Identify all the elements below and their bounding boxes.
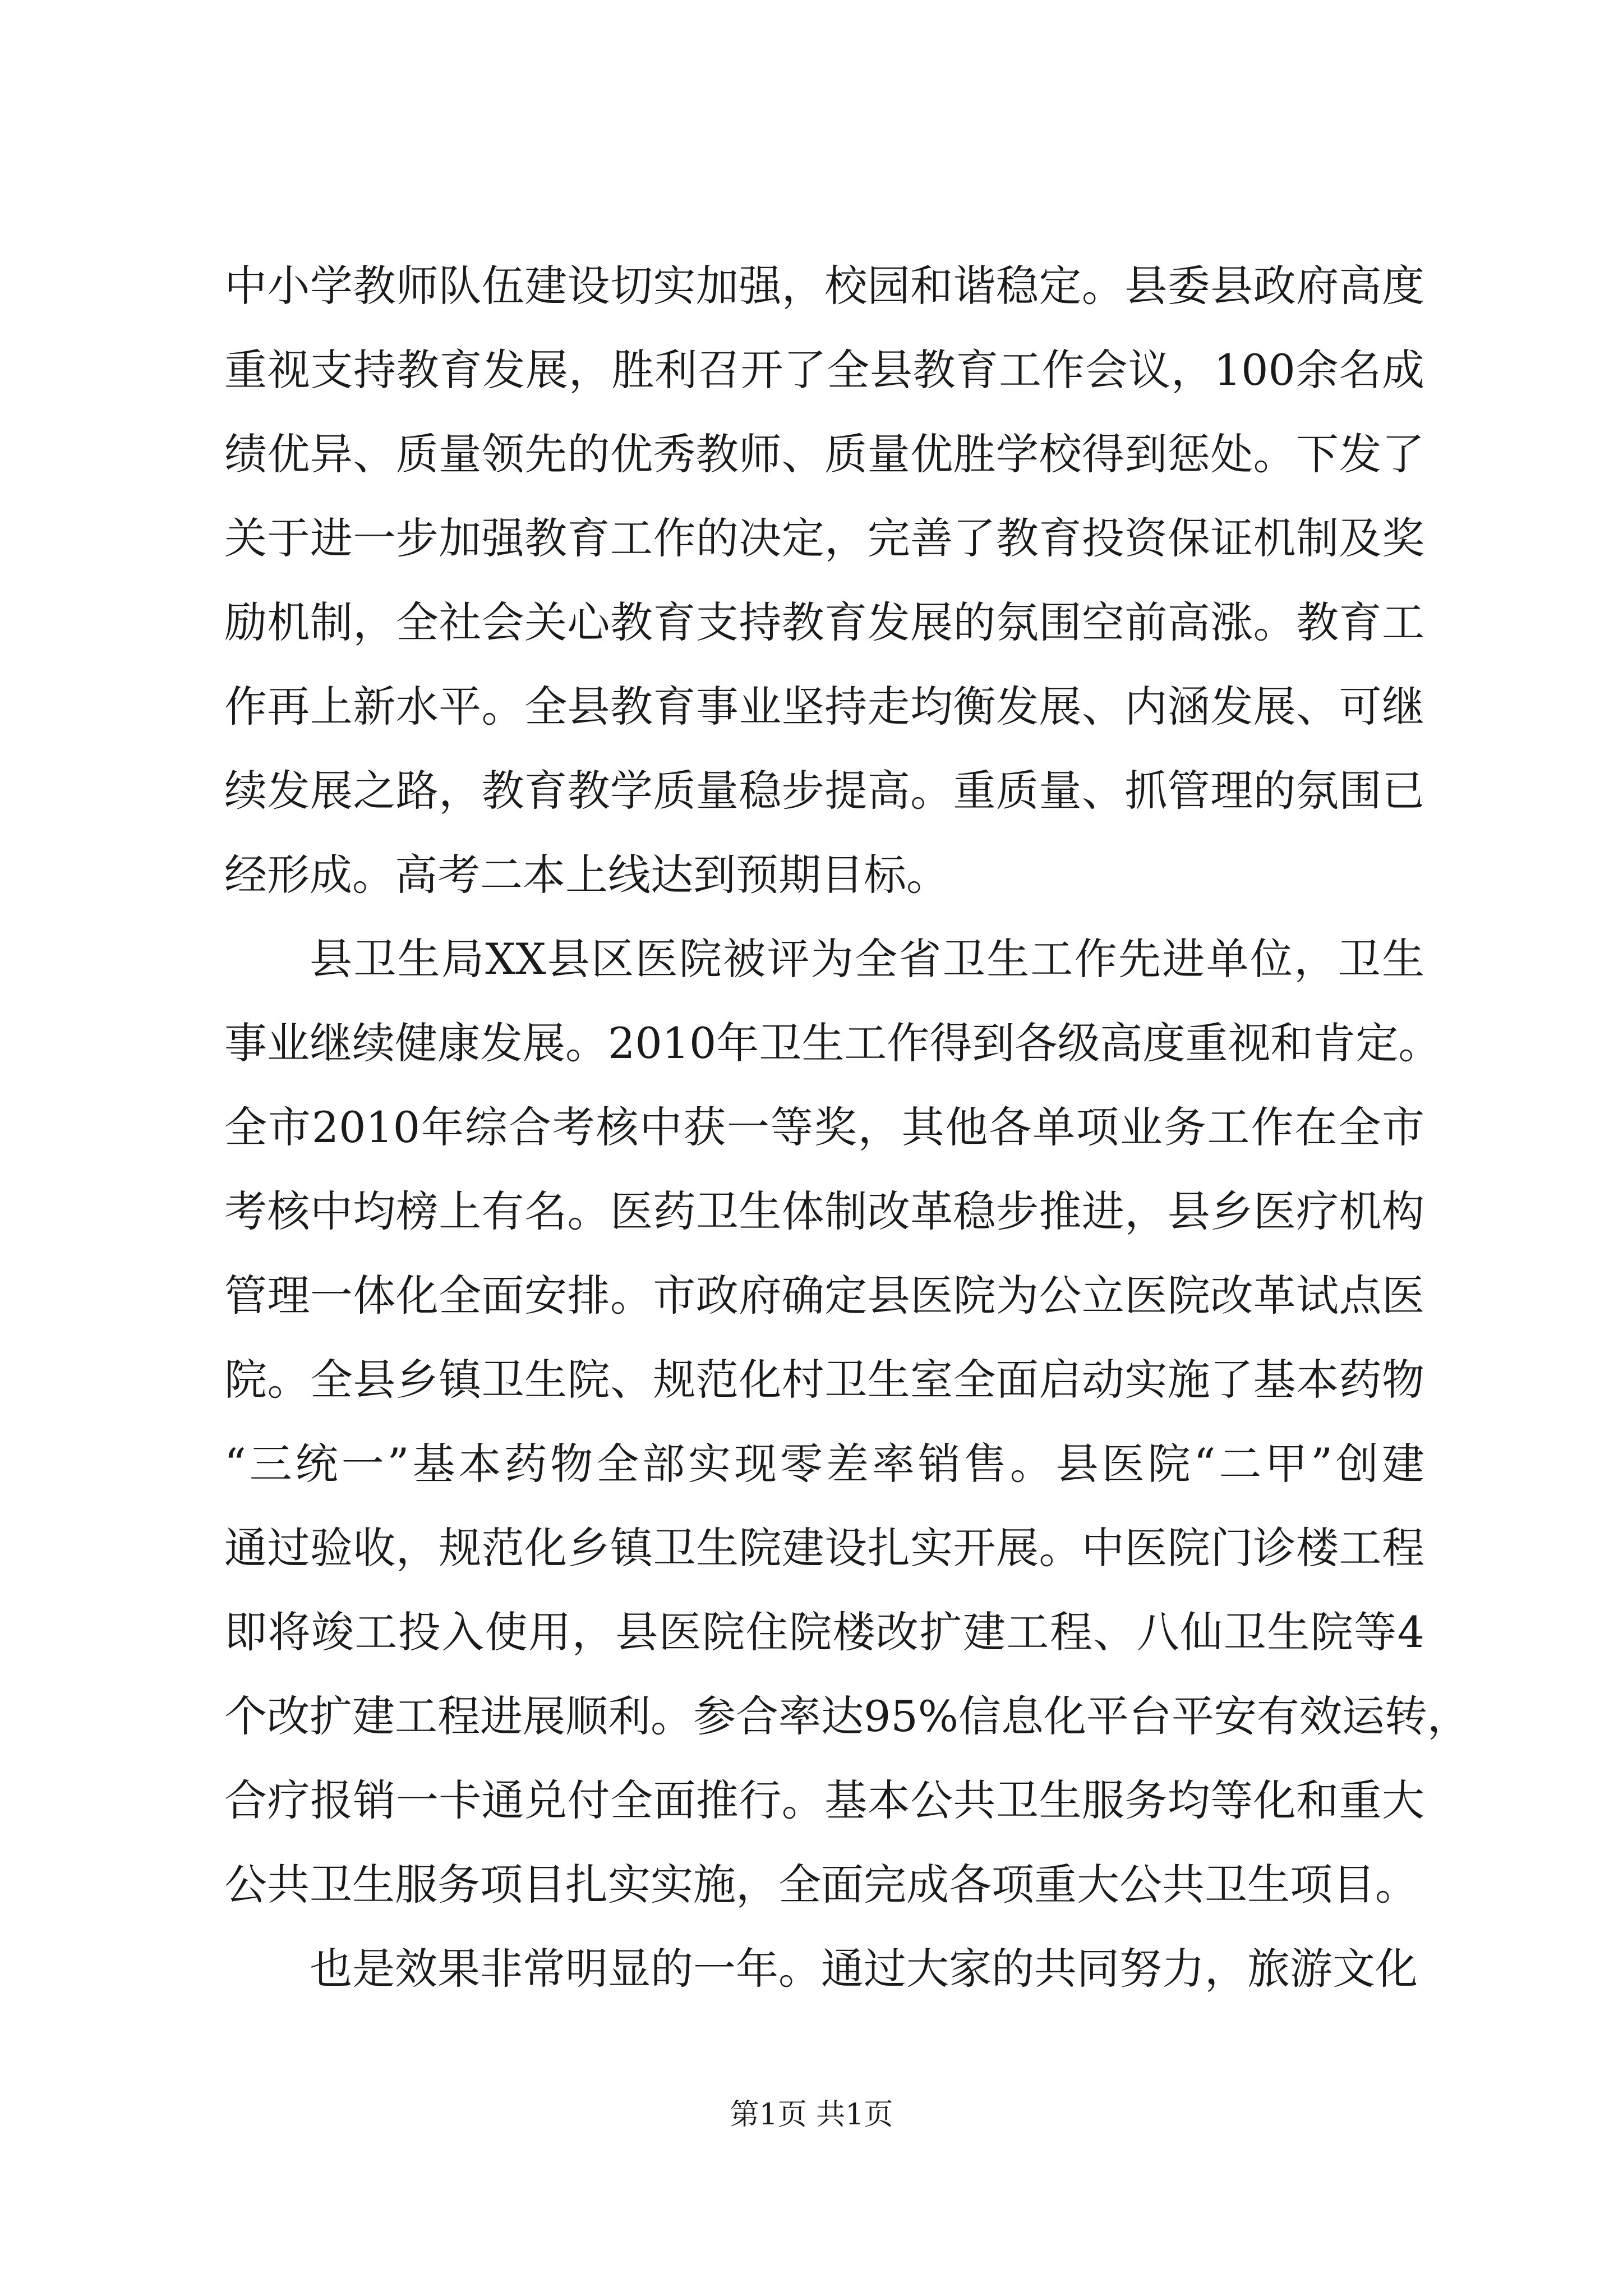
text-line: 关于进一步加强教育工作的决定，完善了教育投资保证机制及奖 [224,513,1424,563]
text-line: 管理一体化全面安排。市政府确定县医院为公立医院改革试点医 [224,1271,1424,1320]
text-line: 院。全县乡镇卫生院、规范化村卫生室全面启动实施了基本药物 [224,1355,1424,1405]
text-line: 事业继续健康发展。2010年卫生工作得到各级高度重视和肯定。 [224,1018,1441,1068]
text-line: 通过验收，规范化乡镇卫生院建设扎实开展。中医院门诊楼工程 [224,1523,1424,1573]
text-line: 励机制，全社会关心教育支持教育发展的氛围空前高涨。教育工 [224,597,1424,647]
text-line: 县卫生局XX县区医院被评为全省卫生工作先进单位，卫生 [310,934,1424,984]
text-line: 经形成。高考二本上线达到预期目标。 [224,850,949,900]
text-line: 公共卫生服务项目扎实实施，全面完成各项重大公共卫生项目。 [224,1860,1418,1910]
text-line: 重视支持教育发展，胜利召开了全县教育工作会议，100余名成 [224,345,1424,395]
text-line: 全市2010年综合考核中获一等奖，其他各单项业务工作在全市 [224,1102,1424,1152]
document-body [224,259,1470,2026]
paragraph [224,259,1424,902]
text-line: 续发展之路，教育教学质量稳步提高。重质量、抓管理的氛围已 [224,766,1424,816]
text-line: 中小学教师队伍建设切实加强，校园和谐稳定。县委县政府高度 [224,261,1424,311]
text-line: 作再上新水平。全县教育事业坚持走均衡发展、内涵发展、可继 [224,682,1424,731]
text-line: 个改扩建工程进展顺利。参合率达95%信息化平台平安有效运转， [224,1691,1470,1741]
text-line: “三统一”基本药物全部实现零差率销售。县医院“二甲”创建 [224,1439,1424,1489]
paragraph [224,1942,1424,1996]
text-line: 即将竣工投入使用，县医院住院楼改扩建工程、八仙卫生院等4 [224,1607,1424,1657]
text-line: 合疗报销一卡通兑付全面推行。基本公共卫生服务均等化和重大 [224,1775,1424,1825]
text-line: 考核中均榜上有名。医药卫生体制改革稳步推进，县乡医疗机构 [224,1186,1424,1236]
page-footer: 第1页 共1页 [730,2098,893,2132]
text-line: 也是效果非常明显的一年。通过大家的共同努力，旅游文化 [310,1944,1418,1994]
text-line: 绩优异、质量领先的优秀教师、质量优胜学校得到惩处。下发了 [224,429,1424,479]
paragraph [224,932,1470,1912]
